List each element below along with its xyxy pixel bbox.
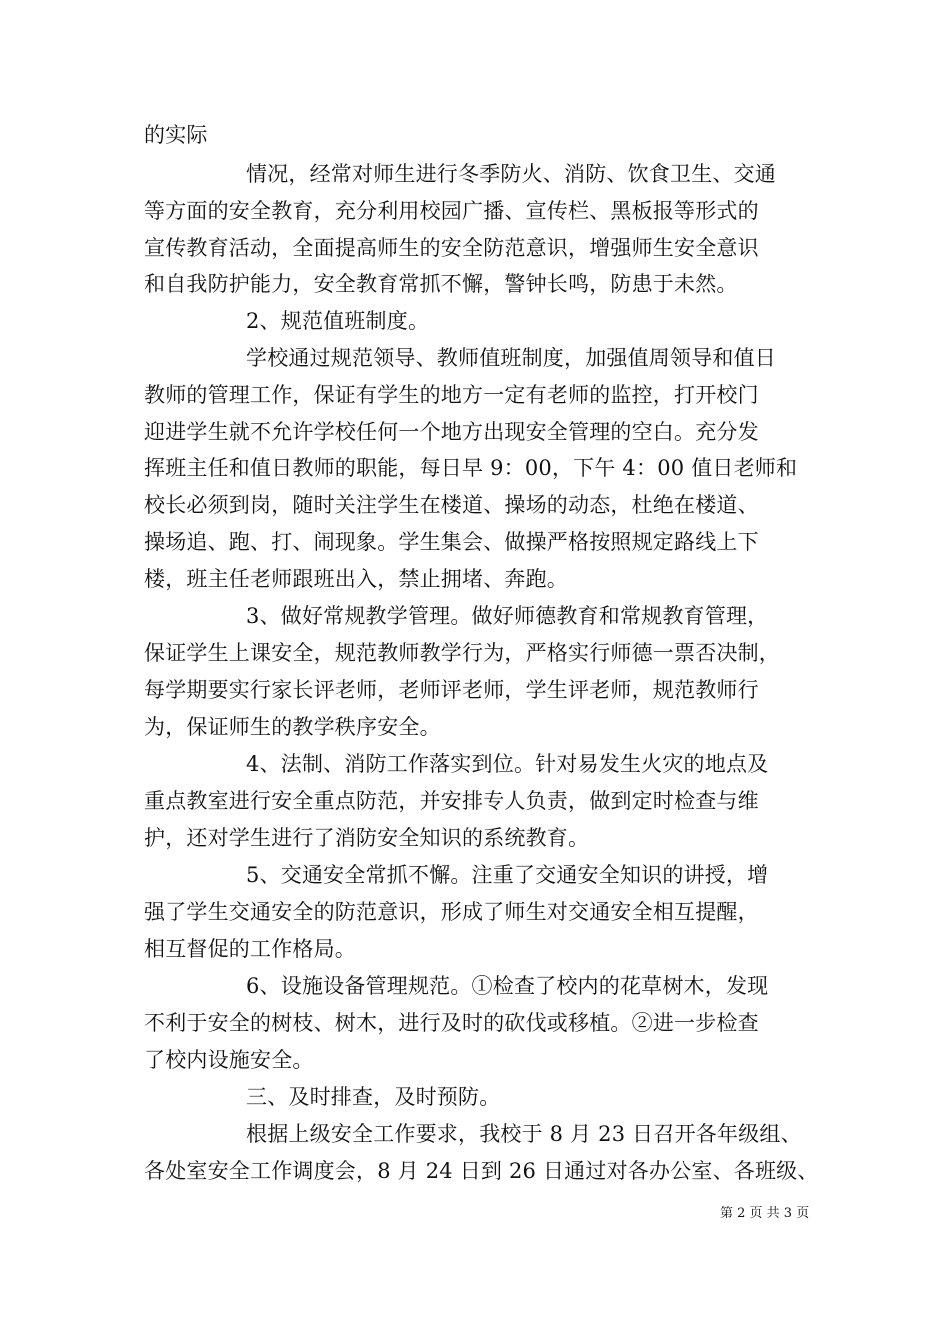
section-heading: 5、交通安全常抓不懈。注重了交通安全知识的讲授，增 [246,863,769,887]
text-line: 迎进学生就不允许学校任何一个地方出现安全管理的空白。充分发 [144,420,759,444]
text-line: 的实际 [144,123,208,147]
text-line: 校长必须到岗，随时关注学生在楼道、操场的动态，杜绝在楼道、 [144,493,759,517]
text-line: 操场追、跑、打、闹现象。学生集会、做操严格按照规定路线上下 [144,530,759,554]
section-heading: 三、及时排查，及时预防。 [246,1085,501,1109]
text-line: 相互督促的工作格局。 [144,937,356,961]
section-heading: 4、法制、消防工作落实到位。针对易发生火灾的地点及 [246,752,769,776]
text-line: 了校内设施安全。 [144,1048,314,1072]
text-line: 楼，班主任老师跟班出入，禁止拥堵、奔跑。 [144,567,568,591]
text-line: 和自我防护能力，安全教育常抓不懈，警钟长鸣，防患于未然。 [144,272,738,296]
text-line: 挥班主任和值日教师的职能，每日早 9：00，下午 4：00 值日老师和 [144,456,798,480]
section-heading: 3、做好常规教学管理。做好师德教育和常规教育管理， [246,604,769,628]
text-line: 教师的管理工作，保证有学生的地方一定有老师的监控，打开校门 [144,383,759,407]
text-line: 强了学生交通安全的防范意识，形成了师生对交通安全相互提醒， [144,900,759,924]
page-number: 第 2 页 共 3 页 [720,1206,810,1221]
text-line: 学校通过规范领导、教师值班制度，加强值周领导和值日 [246,346,776,370]
text-line: 等方面的安全教育，充分利用校园广播、宣传栏、黑板报等形式的 [144,199,759,223]
text-line: 各处室安全工作调度会，8 月 24 日到 26 日通过对各办公室、各班级、 [144,1159,819,1183]
text-line: 每学期要实行家长评老师，老师评老师，学生评老师，规范教师行 [144,678,759,702]
text-line: 护，还对学生进行了消防安全知识的系统教育。 [144,826,590,850]
text-line: 根据上级安全工作要求，我校于 8 月 23 日召开各年级组、 [246,1122,802,1146]
text-line: 为，保证师生的教学秩序安全。 [144,715,441,739]
text-line: 宣传教育活动，全面提高师生的安全防范意识，增强师生安全意识 [144,236,759,260]
text-line: 保证学生上课安全，规范教师教学行为，严格实行师德一票否决制， [144,641,780,665]
section-heading: 2、规范值班制度。 [246,309,430,333]
text-line: 重点教室进行安全重点防范，并安排专人负责，做到定时检查与维 [144,789,759,813]
section-heading: 6、设施设备管理规范。①检查了校内的花草树木，发现 [246,974,769,998]
text-line: 情况，经常对师生进行冬季防火、消防、饮食卫生、交通 [246,162,776,186]
text-line: 不利于安全的树枝、树木，进行及时的砍伐或移植。②进一步检查 [144,1011,759,1035]
